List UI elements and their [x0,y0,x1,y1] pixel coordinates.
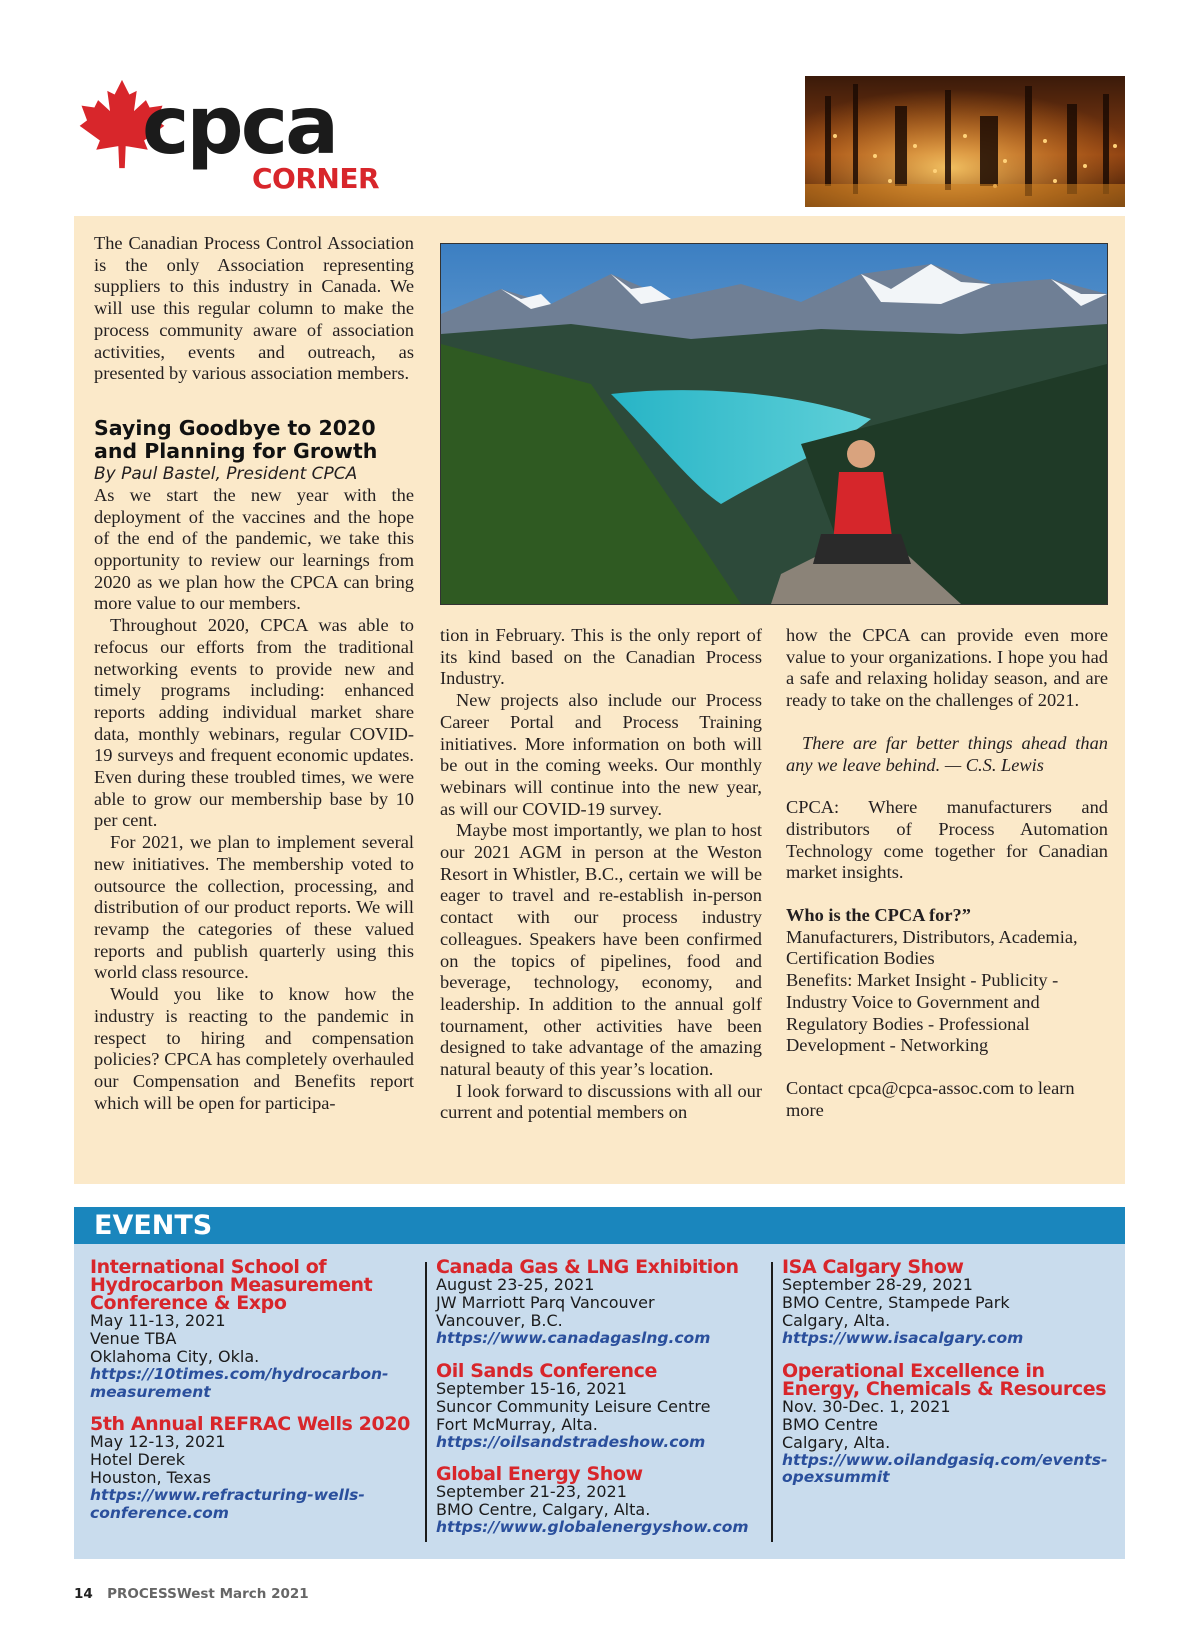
contact-line: Contact cpca@cpca-assoc.com to learn more [786,1077,1075,1120]
event-date: September 21-23, 2021 [436,1482,627,1501]
event-date: Nov. 30-Dec. 1, 2021 [782,1396,951,1416]
event-link[interactable]: https://www.refracturing-wells-conference.com [90,1486,365,1522]
corner-subtitle: CORNER [252,162,380,195]
event-link[interactable]: https://www.canadagaslng.com [436,1329,711,1347]
event-city: Calgary, Alta. [782,1311,891,1330]
event-city: Oklahoma City, Okla. [90,1347,260,1366]
event-link[interactable]: https://10times.com/hydrocarbon-measurement [90,1365,389,1401]
event-name: Global Energy Show [436,1463,643,1485]
event-name: Operational Excellence in Energy, Chemicals & Resources [782,1359,1107,1400]
event-date: May 11-13, 2021 [90,1311,226,1330]
column-1 [94,233,414,1114]
who-audience: Manufacturers, Distributors, Academia, Certification Bodies [786,926,1078,969]
event-name: Canada Gas & LNG Exhibition [436,1256,739,1278]
event-city: Houston, Texas [90,1468,211,1487]
event-link[interactable]: https://www.oilandgasiq.com/events-opexsummit [782,1450,1108,1486]
event-venue: Hotel Derek [90,1450,185,1469]
event-item [782,1359,1112,1487]
paragraph-6: New projects also include our Process Career Portal and Process Training initiatives. More information on both will be out in the coming weeks. Our monthly webinars will continue into the new year, as will our COVID-19 survey. [440,690,762,819]
event-date: May 12-13, 2021 [90,1432,226,1451]
paragraph-3: For 2021, we plan to implement several new initiatives. The membership voted to outsource the collection, processing, and distribution of our product reports. We will revamp the categories of these valued reports and publish quarterly using this world class resource. [94,832,414,983]
event-item [436,1258,756,1348]
paragraph-1: As we start the new year with the deployment of the vaccines and the hope of the end of the pandemic, we take this opportunity to review our learnings from 2020 as we plan how the CPCA can bring more value to our members. [94,484,414,614]
who-heading: Who is the CPCA for?” [786,905,971,926]
who-benefits: Benefits: Market Insight - Publicity - Industry Voice to Government and Regulatory Bodies - Professional Development - Networking [786,970,1059,1056]
event-city: Fort McMurray, Alta. [436,1414,598,1434]
paragraph-10: CPCA: Where manufacturers and distributors of Process Automation Technology come together for Canadian market insights. [786,797,1108,883]
events-column-2 [436,1258,756,1551]
event-link[interactable]: https://www.globalenergyshow.com [436,1518,749,1536]
events-divider [771,1262,773,1542]
events-column-3 [782,1258,1112,1501]
intro-paragraph: The Canadian Process Control Association is the only Association representing suppliers to this industry in Canada. We will use this regular column to make the process community aware of association activities, events and outreach, as presented by various association members. [94,233,414,384]
column-3 [786,625,1108,1121]
article-title: Saying Goodbye to 2020 and Planning for Growth [94,415,378,463]
cpca-logo: cpca [142,79,337,172]
quote: There are far better things ahead than any we leave behind. — C.S. Lewis [786,732,1108,775]
column-2 [440,625,762,1124]
event-item [90,1258,410,1401]
paragraph-2: Throughout 2020, CPCA was able to refocus our efforts from the traditional networking events to provide new and timely programs including: enhanced reports adding individual market share data, monthly webinars, regular COVID-19 surveys and frequent economic updates. Even during these troubled times, we were able to grow our membership base by 10 per cent. [94,615,414,831]
event-city: Vancouver, B.C. [436,1311,563,1330]
events-column-1 [90,1258,410,1536]
event-venue: Venue TBA [90,1329,177,1348]
paragraph-8: I look forward to discussions with all our current and potential members on [440,1080,762,1123]
events-divider [425,1262,427,1542]
event-name: ISA Calgary Show [782,1256,964,1278]
event-link[interactable]: https://www.isacalgary.com [782,1329,1024,1347]
event-city: Calgary, Alta. [782,1432,891,1452]
event-name: 5th Annual REFRAC Wells 2020 [90,1413,410,1435]
event-item [90,1415,410,1522]
paragraph-4: Would you like to know how the industry is reacting to the pandemic in respect to hiring and compensation policies? CPCA has completely overhauled our Compensation and Benefits report which will be open for participa- [94,984,414,1113]
mountain-lake-photo [440,243,1108,605]
event-item [436,1359,756,1452]
events-title: EVENTS [94,1210,213,1241]
event-venue: BMO Centre, Stampede Park [782,1293,1010,1312]
event-item [436,1465,756,1537]
event-date: September 28-29, 2021 [782,1275,973,1294]
refinery-photo [805,76,1125,207]
magazine-issue: PROCESSWest March 2021 [107,1586,309,1602]
page-footer [74,1586,309,1602]
event-venue: Suncor Community Leisure Centre [436,1396,711,1416]
paragraph-7: Maybe most importantly, we plan to host our 2021 AGM in person at the Weston Resort in Whistler, B.C., certain we will be eager to travel and re-establish in-person contact with our process industry colleagues. Speakers have been confirmed on the topics of pipelines, food and beverage, technology, economy, and leadership. In addition to the annual golf tournament, other activities have been designed to take advantage of the amazing natural beauty of this year’s location. [440,820,762,1080]
event-venue: JW Marriott Parq Vancouver [436,1293,655,1312]
page-number: 14 [74,1586,93,1602]
event-date: August 23-25, 2021 [436,1275,595,1294]
event-name: International School of Hydrocarbon Measurement Conference & Expo [90,1256,373,1314]
event-name: Oil Sands Conference [436,1359,657,1382]
event-link[interactable]: https://oilsandstradeshow.com [436,1432,706,1451]
article-byline: By Paul Bastel, President CPCA [94,463,358,484]
paragraph-5: tion in February. This is the only report of its kind based on the Canadian Process Industry. [440,625,762,689]
event-venue: BMO Centre [782,1414,878,1434]
event-item [782,1258,1112,1348]
event-venue: BMO Centre, Calgary, Alta. [436,1500,651,1519]
events-bar [74,1207,1125,1244]
paragraph-9: how the CPCA can provide even more value to your organizations. I hope you had a safe and relaxing holiday season, and are ready to take on the challenges of 2021. [786,625,1108,711]
event-date: September 15-16, 2021 [436,1378,627,1398]
